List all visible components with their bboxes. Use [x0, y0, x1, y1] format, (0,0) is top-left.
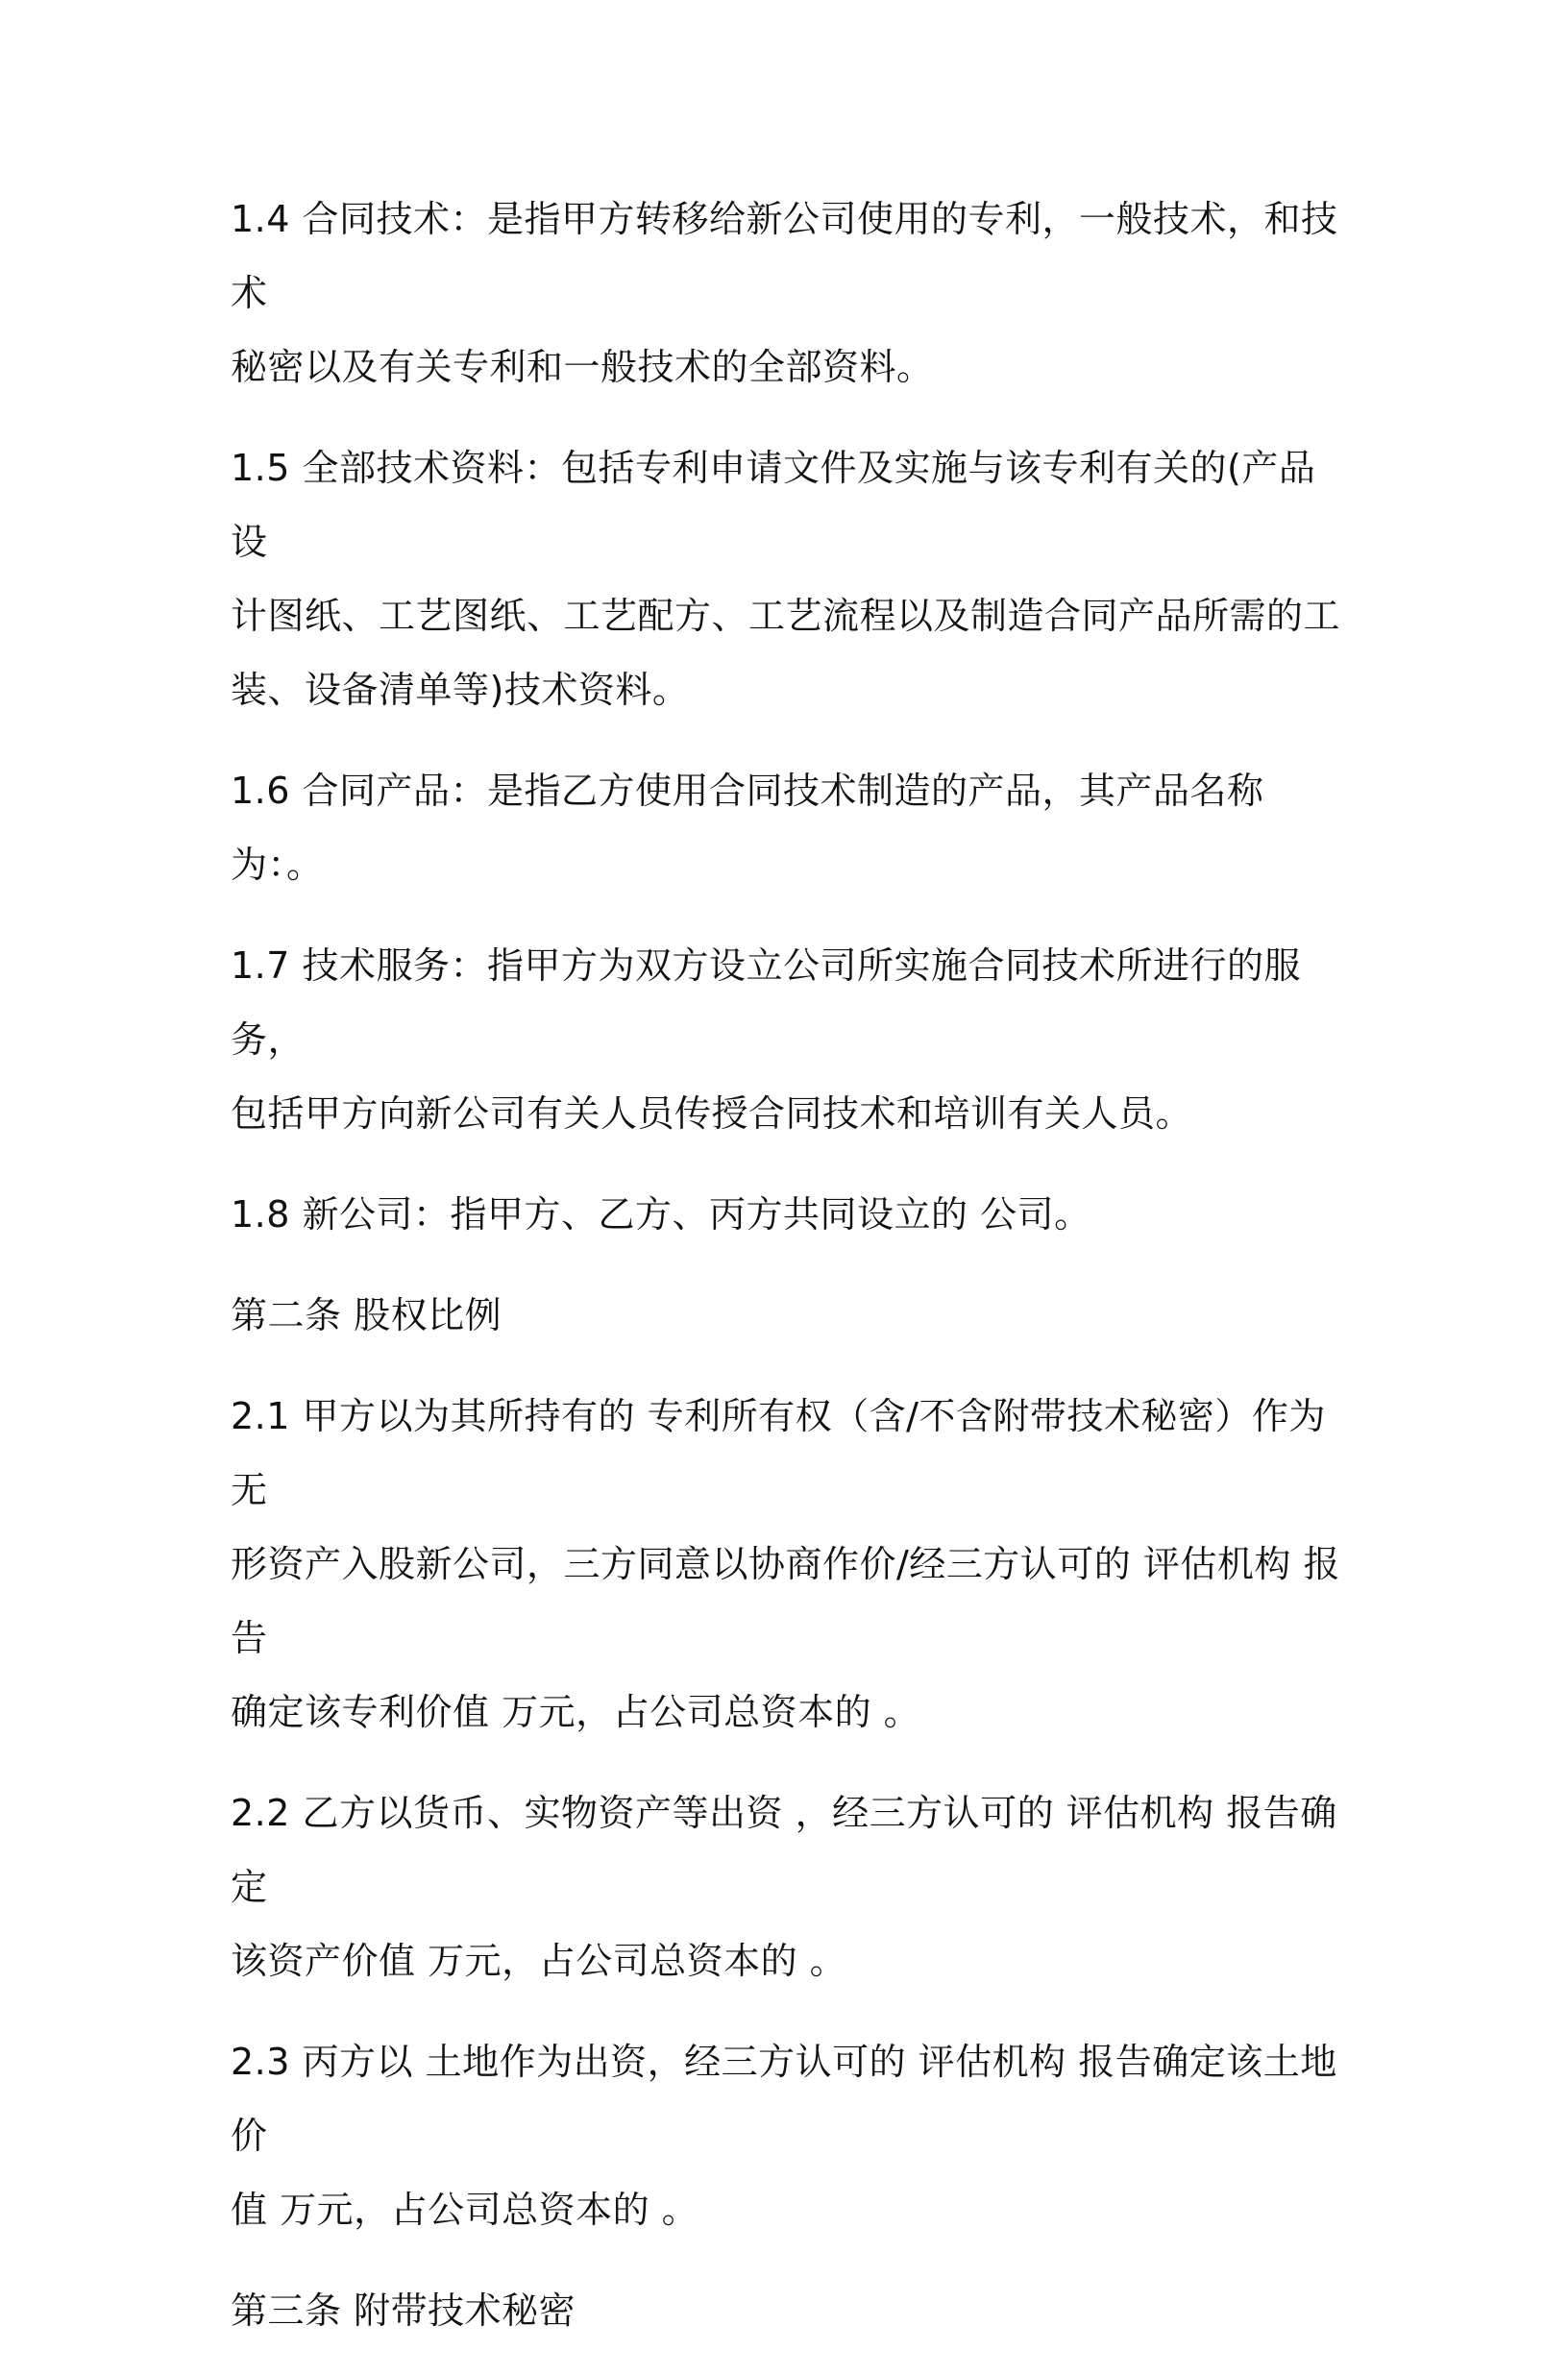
clause-2-2: [231, 1776, 1345, 1998]
text-line: 装、设备清单等)技术资料。: [231, 669, 690, 711]
text-line: 1.7 技术服务：指甲方为双方设立公司所实施合同技术所进行的服务，: [231, 944, 1302, 1061]
text-line: 1.6 合同产品：是指乙方使用合同技术制造的产品，其产品名称为：。: [231, 770, 1264, 886]
text-line: 2.2 乙方以货币、实物资产等出资 ，经三方认可的 评估机构 报告确定: [231, 1792, 1337, 1908]
text-line: 形资产入股新公司，三方同意以协商作价/经三方认可的 评估机构 报告: [231, 1543, 1340, 1659]
heading-text: 第二条 股权比例: [231, 1294, 502, 1336]
clause-1-5: [231, 431, 1345, 727]
text-line: 1.4 合同技术：是指甲方转移给新公司使用的专利，一般技术，和技术: [231, 198, 1338, 314]
heading-text: 第三条 附带技术秘密: [231, 2289, 576, 2332]
document-body: [231, 183, 1345, 2375]
clause-1-4: [231, 183, 1345, 404]
clause-1-7: [231, 929, 1345, 1151]
section-heading-3: [231, 2274, 1345, 2348]
text-line: 值 万元，占公司总资本的 。: [231, 2189, 699, 2231]
clause-1-6: [231, 754, 1345, 902]
text-line: 2.1 甲方以为其所持有的 专利所有权（含/不含附带技术秘密）作为无: [231, 1395, 1326, 1511]
text-line: 2.3 丙方以 土地作为出资，经三方认可的 评估机构 报告确定该土地价: [231, 2041, 1337, 2157]
text-line: 确定该专利价值 万元，占公司总资本的 。: [231, 1691, 921, 1733]
clause-1-8: [231, 1178, 1345, 1252]
text-line: 1.8 新公司：指甲方、乙方、丙方共同设立的 公司。: [231, 1193, 1091, 1236]
text-line: 1.5 全部技术资料：包括专利申请文件及实施与该专利有关的(产品设: [231, 447, 1316, 563]
clause-2-3: [231, 2025, 1345, 2247]
text-line: 该资产价值 万元，占公司总资本的 。: [231, 1940, 847, 1982]
section-heading-2: [231, 1279, 1345, 1353]
text-line: 秘密以及有关专利和一般技术的全部资料。: [231, 346, 934, 388]
text-line: 计图纸、工艺图纸、工艺配方、工艺流程以及制造合同产品所需的工: [231, 595, 1341, 637]
clause-2-1: [231, 1380, 1345, 1750]
text-line: 包括甲方向新公司有关人员传授合同技术和培训有关人员。: [231, 1092, 1193, 1135]
